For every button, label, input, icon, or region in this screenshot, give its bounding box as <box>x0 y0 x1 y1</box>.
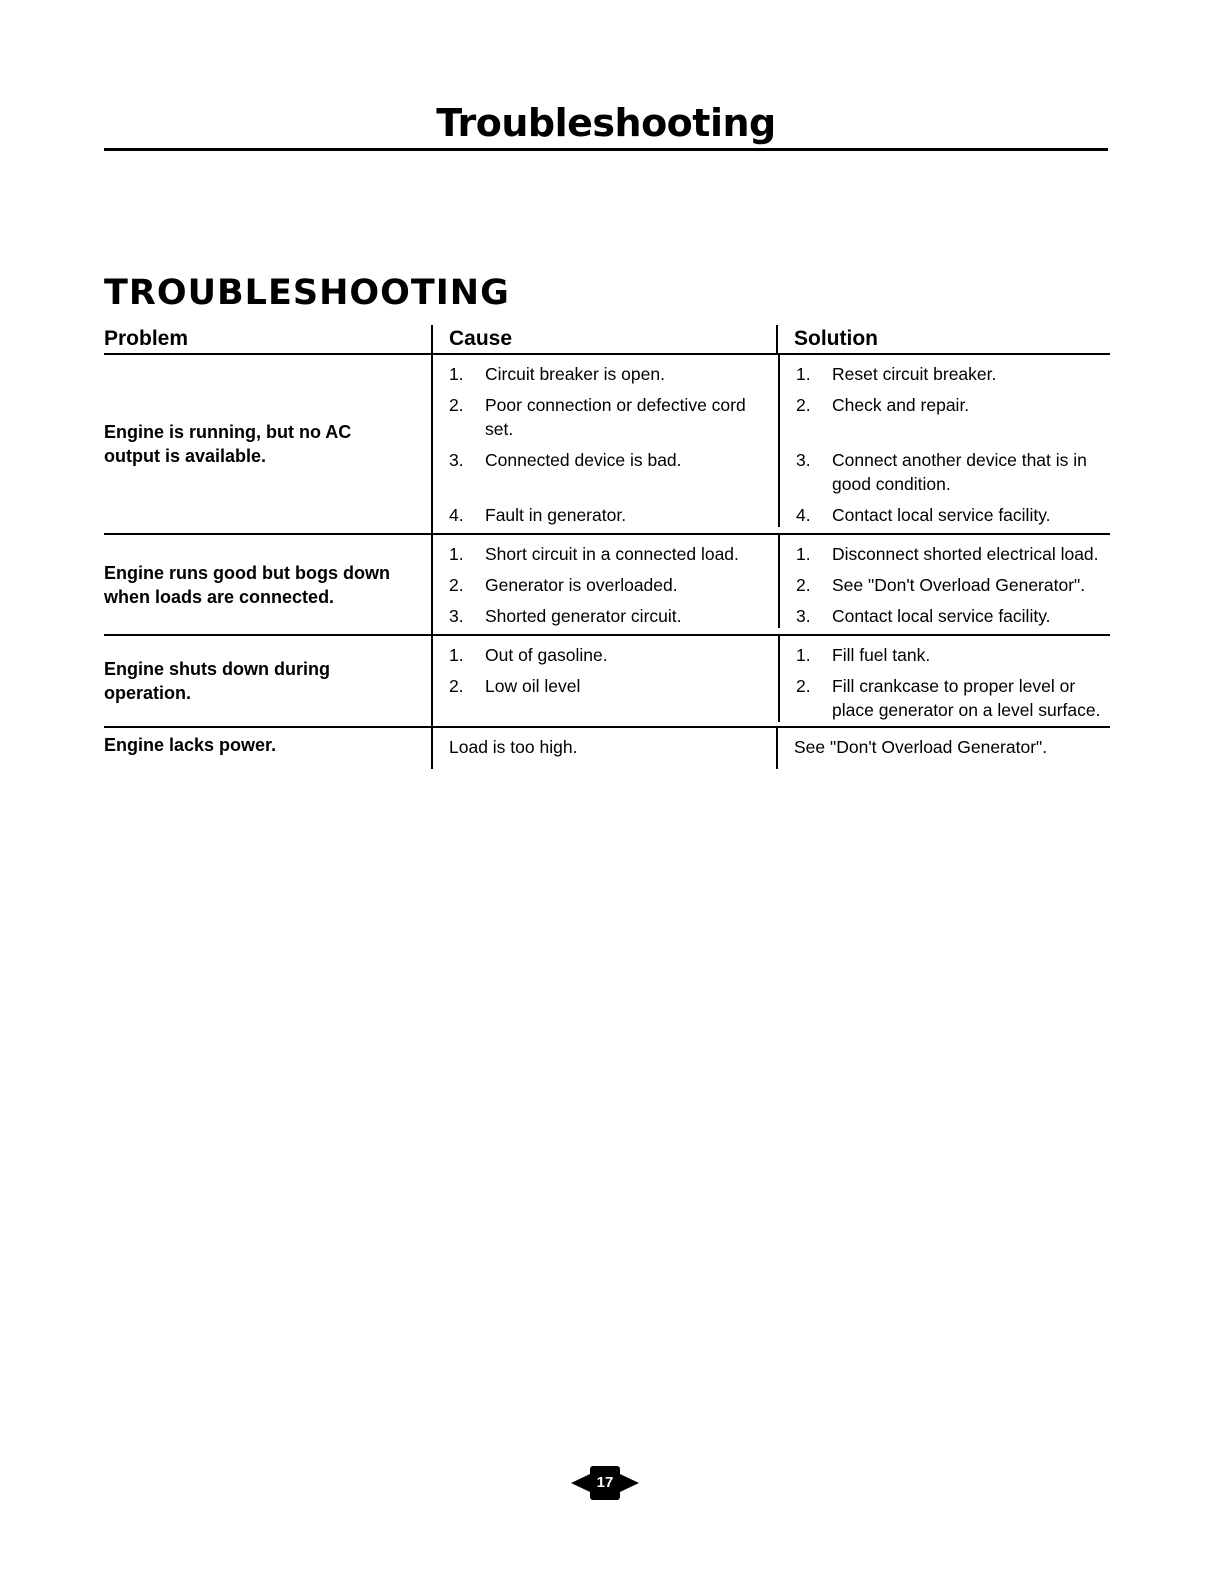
table-row <box>104 635 1110 727</box>
page-number: 17 <box>590 1466 620 1500</box>
problem-cell <box>104 354 432 534</box>
right-arrow-icon <box>620 1474 639 1492</box>
table-row <box>104 534 1110 635</box>
page-header <box>104 98 1108 151</box>
cause-item: 2. Poor connection or defective cord set. <box>449 395 746 439</box>
cause-item: 1. Short circuit in a connected load. <box>449 544 739 564</box>
solution-item: 4. Contact local service facility. <box>778 496 1111 527</box>
solution-cell <box>777 727 1110 769</box>
problem-cell <box>104 534 432 635</box>
solution-item: 3. Contact local service facility. <box>778 597 1111 628</box>
cause-item: 1. Circuit breaker is open. <box>449 364 665 384</box>
solution-text: See "Don't Overload Generator". <box>794 737 1048 757</box>
page-number-badge <box>567 1466 643 1500</box>
cause-item: 2. Low oil level <box>449 676 581 696</box>
cause-item: 3. Shorted generator circuit. <box>449 606 682 626</box>
column-header-solution: Solution <box>777 325 1110 354</box>
solution-item: 3. Connect another device that is in good condition. <box>778 441 1111 496</box>
cause-solution-cell <box>432 534 1110 635</box>
troubleshooting-table <box>104 325 1110 769</box>
table-row <box>104 727 1110 769</box>
cause-cell <box>432 727 777 769</box>
cause-solution-cell <box>432 354 1110 534</box>
cause-item: 4. Fault in generator. <box>449 505 627 525</box>
problem-text: Engine shuts down during operation. <box>104 659 330 703</box>
problem-text: Engine is running, but no AC output is available. <box>104 422 352 466</box>
solution-item: 1. Disconnect shorted electrical load. <box>778 535 1111 566</box>
cause-item: 1. Out of gasoline. <box>449 645 608 665</box>
page-title: Troubleshooting <box>436 101 776 145</box>
solution-item: 2. See "Don't Overload Generator". <box>778 566 1111 597</box>
cause-item: 2. Generator is overloaded. <box>449 575 678 595</box>
solution-item: 1. Reset circuit breaker. <box>778 355 1111 386</box>
section-title: TROUBLESHOOTING <box>104 273 510 313</box>
solution-item: 2. Fill crankcase to proper level or place generator on a level surface. <box>778 667 1111 722</box>
table-header-row <box>104 325 1110 354</box>
solution-item: 2. Check and repair. <box>778 386 1111 441</box>
cause-solution-cell <box>432 635 1110 727</box>
problem-text: Engine lacks power. <box>104 735 277 755</box>
table-row <box>104 354 1110 534</box>
column-header-cause: Cause <box>432 325 777 354</box>
problem-text: Engine runs good but bogs down when loads are connected. <box>104 562 390 607</box>
left-arrow-icon <box>571 1474 590 1492</box>
solution-item: 1. Fill fuel tank. <box>778 636 1111 667</box>
problem-cell <box>104 727 432 769</box>
cause-item: 3. Connected device is bad. <box>449 450 682 470</box>
column-header-problem: Problem <box>104 325 432 354</box>
problem-cell <box>104 635 432 727</box>
cause-text: Load is too high. <box>449 737 578 757</box>
